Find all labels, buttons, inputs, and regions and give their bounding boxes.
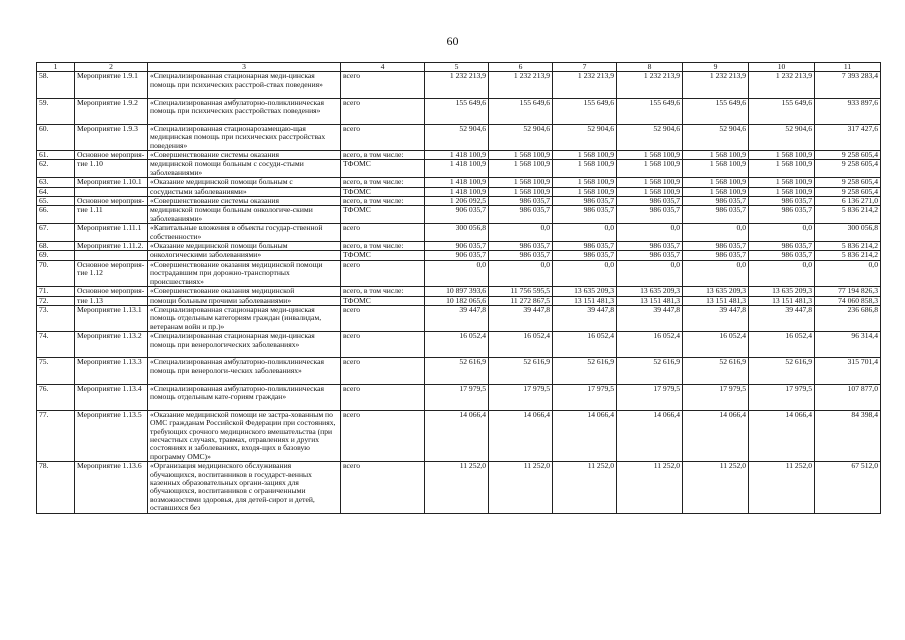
amount-cell: 986 035,7	[489, 197, 553, 206]
activity-description: «Совершенствование оказания медицинской	[148, 287, 341, 296]
activity-name	[75, 187, 148, 196]
amount-cell: 17 979,5	[617, 384, 683, 410]
amount-cell: 13 635 209,3	[683, 287, 749, 296]
table-row	[37, 251, 881, 260]
amount-cell: 1 568 100,9	[683, 151, 749, 160]
activity-description: «Оказание медицинской помощи больным	[148, 242, 341, 251]
funding-source: всего	[341, 358, 425, 384]
table-row	[37, 358, 881, 384]
funding-source: всего	[341, 98, 425, 124]
amount-cell: 155 649,6	[683, 98, 749, 124]
amount-cell: 0,0	[683, 224, 749, 242]
funding-source: всего	[341, 462, 425, 513]
activity-name: тие 1.13	[75, 296, 148, 305]
activity-name: Мероприятие 1.13.1	[75, 305, 148, 331]
amount-cell: 67 512,0	[815, 462, 881, 513]
amount-cell: 1 568 100,9	[683, 187, 749, 196]
amount-cell: 986 035,7	[683, 197, 749, 206]
amount-cell: 0,0	[683, 260, 749, 286]
activity-description: «Совершенствование оказания медицинской помощи пострадавшим при дорожно-транспортных происшествиях»	[148, 260, 341, 286]
amount-cell: 13 635 209,3	[553, 287, 617, 296]
amount-cell: 14 066,4	[749, 410, 815, 461]
amount-cell: 155 649,6	[617, 98, 683, 124]
amount-cell: 1 232 213,9	[749, 72, 815, 98]
table-row	[37, 72, 881, 98]
table-row	[37, 384, 881, 410]
amount-cell: 906 035,7	[425, 251, 489, 260]
column-header: 5	[425, 63, 489, 72]
activity-description: «Специализированная амбулаторно-поликлиническая помощь при венерологи-ческих заболеваниях»	[148, 358, 341, 384]
amount-cell: 9 258 605,4	[815, 187, 881, 196]
activity-description: «Организация медицинского обслуживания обучающихся, воспитанников в государст-венных казенных образовательных органи-зациях для обучающихся, воспитанников с ограниченными возможностями здоровья, для детей-сирот и детей, оставшихся без	[148, 462, 341, 513]
amount-cell: 0,0	[425, 260, 489, 286]
amount-cell: 13 151 481,3	[749, 296, 815, 305]
amount-cell: 13 635 209,3	[617, 287, 683, 296]
amount-cell: 39 447,8	[553, 305, 617, 331]
amount-cell: 1 568 100,9	[617, 178, 683, 187]
amount-cell: 11 252,0	[683, 462, 749, 513]
funding-source: ТФОМС	[341, 206, 425, 224]
activity-description: «Специализированная амбулаторно-поликлиническая помощь при психических расстройствах поведения»	[148, 98, 341, 124]
amount-cell: 6 136 271,0	[815, 197, 881, 206]
amount-cell: 13 151 481,3	[683, 296, 749, 305]
table-row	[37, 305, 881, 331]
activity-name: Мероприятие 1.13.6	[75, 462, 148, 513]
amount-cell: 14 066,4	[489, 410, 553, 461]
funding-source: всего, в том числе:	[341, 287, 425, 296]
activity-description: «Специализированная амбулаторно-поликлиническая помощь отдельным кате-гориям граждан»	[148, 384, 341, 410]
amount-cell: 1 568 100,9	[617, 187, 683, 196]
column-header: 4	[341, 63, 425, 72]
row-number: 71.	[37, 287, 75, 296]
row-number: 73.	[37, 305, 75, 331]
table-row	[37, 98, 881, 124]
activity-description: «Капитальные вложения в объекты государ-ственной собственности»	[148, 224, 341, 242]
amount-cell: 300 056,8	[425, 224, 489, 242]
amount-cell: 11 252,0	[425, 462, 489, 513]
funding-source: ТФОМС	[341, 160, 425, 178]
activity-name: Мероприятие 1.9.2	[75, 98, 148, 124]
amount-cell: 39 447,8	[683, 305, 749, 331]
amount-cell: 16 052,4	[617, 332, 683, 358]
activity-name: Мероприятие 1.11.1	[75, 224, 148, 242]
row-number: 67.	[37, 224, 75, 242]
amount-cell: 16 052,4	[489, 332, 553, 358]
column-header: 7	[553, 63, 617, 72]
amount-cell: 155 649,6	[425, 98, 489, 124]
amount-cell: 52 616,9	[617, 358, 683, 384]
amount-cell: 986 035,7	[749, 251, 815, 260]
amount-cell: 986 035,7	[489, 242, 553, 251]
amount-cell: 11 252,0	[553, 462, 617, 513]
amount-cell: 1 232 213,9	[617, 72, 683, 98]
amount-cell: 1 568 100,9	[489, 160, 553, 178]
row-number: 78.	[37, 462, 75, 513]
amount-cell: 14 066,4	[425, 410, 489, 461]
activity-name: Мероприятие 1.13.4	[75, 384, 148, 410]
funding-source: ТФОМС	[341, 187, 425, 196]
row-number: 58.	[37, 72, 75, 98]
amount-cell: 986 035,7	[553, 206, 617, 224]
amount-cell: 52 616,9	[553, 358, 617, 384]
column-header: 11	[815, 63, 881, 72]
amount-cell: 17 979,5	[489, 384, 553, 410]
funding-source: всего	[341, 260, 425, 286]
amount-cell: 986 035,7	[749, 206, 815, 224]
amount-cell: 17 979,5	[683, 384, 749, 410]
amount-cell: 1 568 100,9	[617, 160, 683, 178]
activity-name: Основное мероприя-	[75, 197, 148, 206]
amount-cell: 1 568 100,9	[489, 178, 553, 187]
amount-cell: 986 035,7	[489, 206, 553, 224]
amount-cell: 52 904,6	[749, 124, 815, 150]
table-row	[37, 260, 881, 286]
amount-cell: 77 194 826,3	[815, 287, 881, 296]
activity-description: «Совершенствование системы оказания	[148, 197, 341, 206]
column-header: 10	[749, 63, 815, 72]
amount-cell: 1 206 092,5	[425, 197, 489, 206]
activity-name	[75, 251, 148, 260]
amount-cell: 1 418 100,9	[425, 178, 489, 187]
amount-cell: 1 418 100,9	[425, 160, 489, 178]
table-row	[37, 462, 881, 513]
amount-cell: 52 904,6	[489, 124, 553, 150]
funding-source: всего	[341, 410, 425, 461]
amount-cell: 10 182 065,6	[425, 296, 489, 305]
amount-cell: 1 568 100,9	[749, 151, 815, 160]
amount-cell: 16 052,4	[749, 332, 815, 358]
funding-source: всего, в том числе:	[341, 151, 425, 160]
amount-cell: 1 232 213,9	[489, 72, 553, 98]
row-number: 60.	[37, 124, 75, 150]
table-row	[37, 224, 881, 242]
amount-cell: 96 314,4	[815, 332, 881, 358]
amount-cell: 1 568 100,9	[617, 151, 683, 160]
table-row	[37, 124, 881, 150]
row-number: 69.	[37, 251, 75, 260]
amount-cell: 1 568 100,9	[749, 178, 815, 187]
amount-cell: 986 035,7	[553, 251, 617, 260]
amount-cell: 986 035,7	[683, 206, 749, 224]
row-number: 68.	[37, 242, 75, 251]
amount-cell: 17 979,5	[425, 384, 489, 410]
activity-description: «Специализированная стационарная меди-цинская помощь отдельным категориям граждан (инвалидам, ветеранам войн и пр.)»	[148, 305, 341, 331]
activity-name: Мероприятие 1.13.3	[75, 358, 148, 384]
amount-cell: 0,0	[553, 260, 617, 286]
amount-cell: 7 393 283,4	[815, 72, 881, 98]
amount-cell: 317 427,6	[815, 124, 881, 150]
amount-cell: 0,0	[617, 224, 683, 242]
funding-source: всего	[341, 124, 425, 150]
amount-cell: 0,0	[815, 260, 881, 286]
row-number: 63.	[37, 178, 75, 187]
amount-cell: 1 232 213,9	[553, 72, 617, 98]
activity-description: медицинской помощи больным с сосуди-стыми заболеваниями»	[148, 160, 341, 178]
amount-cell: 1 568 100,9	[683, 160, 749, 178]
table-row	[37, 296, 881, 305]
amount-cell: 0,0	[489, 224, 553, 242]
row-number: 61.	[37, 151, 75, 160]
amount-cell: 74 060 858,3	[815, 296, 881, 305]
activity-description: «Совершенствование системы оказания	[148, 151, 341, 160]
amount-cell: 14 066,4	[617, 410, 683, 461]
row-number: 65.	[37, 197, 75, 206]
amount-cell: 986 035,7	[489, 251, 553, 260]
column-header: 3	[148, 63, 341, 72]
amount-cell: 0,0	[553, 224, 617, 242]
amount-cell: 1 568 100,9	[749, 160, 815, 178]
row-number: 66.	[37, 206, 75, 224]
row-number: 59.	[37, 98, 75, 124]
table-row	[37, 197, 881, 206]
amount-cell: 1 232 213,9	[425, 72, 489, 98]
activity-name: Основное мероприя-тие 1.12	[75, 260, 148, 286]
row-number: 76.	[37, 384, 75, 410]
amount-cell: 16 052,4	[683, 332, 749, 358]
amount-cell: 300 056,8	[815, 224, 881, 242]
amount-cell: 84 398,4	[815, 410, 881, 461]
amount-cell: 17 979,5	[553, 384, 617, 410]
table-row	[37, 332, 881, 358]
amount-cell: 14 066,4	[553, 410, 617, 461]
activity-description: «Специализированная стационарозамещаю-щая медицинская помощь при психических расстройствах поведения»	[148, 124, 341, 150]
amount-cell: 986 035,7	[617, 197, 683, 206]
amount-cell: 155 649,6	[553, 98, 617, 124]
row-number: 75.	[37, 358, 75, 384]
row-number: 74.	[37, 332, 75, 358]
amount-cell: 906 035,7	[425, 206, 489, 224]
row-number: 62.	[37, 160, 75, 178]
activity-name: Мероприятие 1.13.2	[75, 332, 148, 358]
funding-source: всего	[341, 72, 425, 98]
amount-cell: 906 035,7	[425, 242, 489, 251]
activity-name: Мероприятие 1.9.1	[75, 72, 148, 98]
amount-cell: 52 616,9	[489, 358, 553, 384]
amount-cell: 1 568 100,9	[553, 151, 617, 160]
amount-cell: 13 151 481,3	[617, 296, 683, 305]
row-number: 70.	[37, 260, 75, 286]
amount-cell: 986 035,7	[749, 242, 815, 251]
amount-cell: 9 258 605,4	[815, 178, 881, 187]
amount-cell: 52 904,6	[683, 124, 749, 150]
activity-name: Мероприятие 1.13.5	[75, 410, 148, 461]
amount-cell: 986 035,7	[617, 242, 683, 251]
amount-cell: 236 686,8	[815, 305, 881, 331]
funding-source: всего	[341, 332, 425, 358]
amount-cell: 13 635 209,3	[749, 287, 815, 296]
activity-name: тие 1.11	[75, 206, 148, 224]
amount-cell: 986 035,7	[683, 251, 749, 260]
amount-cell: 9 258 605,4	[815, 160, 881, 178]
table-row	[37, 287, 881, 296]
amount-cell: 52 904,6	[617, 124, 683, 150]
amount-cell: 933 897,6	[815, 98, 881, 124]
amount-cell: 1 568 100,9	[489, 187, 553, 196]
amount-cell: 986 035,7	[683, 242, 749, 251]
amount-cell: 1 568 100,9	[749, 187, 815, 196]
amount-cell: 107 877,0	[815, 384, 881, 410]
activity-name: Мероприятие 1.9.3	[75, 124, 148, 150]
amount-cell: 986 035,7	[617, 206, 683, 224]
amount-cell: 11 272 867,5	[489, 296, 553, 305]
amount-cell: 52 616,9	[425, 358, 489, 384]
table-row	[37, 410, 881, 461]
amount-cell: 17 979,5	[749, 384, 815, 410]
amount-cell: 52 616,9	[683, 358, 749, 384]
column-header: 9	[683, 63, 749, 72]
amount-cell: 13 151 481,3	[553, 296, 617, 305]
table-row	[37, 151, 881, 160]
amount-cell: 39 447,8	[749, 305, 815, 331]
activity-description: сосудистыми заболеваниями»	[148, 187, 341, 196]
amount-cell: 1 232 213,9	[683, 72, 749, 98]
row-number: 64.	[37, 187, 75, 196]
column-header: 2	[75, 63, 148, 72]
amount-cell: 155 649,6	[489, 98, 553, 124]
activity-description: «Специализированная стационарная меди-цинская помощь при психических расстрой-ствах поведения»	[148, 72, 341, 98]
amount-cell: 5 836 214,2	[815, 206, 881, 224]
amount-cell: 10 897 393,6	[425, 287, 489, 296]
amount-cell: 1 568 100,9	[553, 160, 617, 178]
amount-cell: 1 568 100,9	[683, 178, 749, 187]
funding-source: всего, в том числе:	[341, 178, 425, 187]
column-header: 6	[489, 63, 553, 72]
amount-cell: 1 568 100,9	[553, 187, 617, 196]
amount-cell: 1 418 100,9	[425, 151, 489, 160]
amount-cell: 16 052,4	[553, 332, 617, 358]
amount-cell: 14 066,4	[683, 410, 749, 461]
activity-description: «Оказание медицинской помощи не застра-хованным по ОМС гражданам Российской Федерации при состояниях, требующих срочного медицинского вмешательства (при несчастных случаях, травмах, отравлениях и других состояниях и заболеваниях, входя-щих в базовую программу ОМС)»	[148, 410, 341, 461]
amount-cell: 0,0	[749, 260, 815, 286]
activity-description: помощи больным прочими заболеваниями»	[148, 296, 341, 305]
amount-cell: 986 035,7	[553, 242, 617, 251]
amount-cell: 986 035,7	[553, 197, 617, 206]
amount-cell: 1 418 100,9	[425, 187, 489, 196]
amount-cell: 1 568 100,9	[489, 151, 553, 160]
amount-cell: 1 568 100,9	[553, 178, 617, 187]
activity-description: «Оказание медицинской помощи больным с	[148, 178, 341, 187]
activity-description: медицинской помощи больным онкологиче-скими заболеваниями»	[148, 206, 341, 224]
budget-table	[36, 62, 881, 514]
table-row	[37, 206, 881, 224]
table-row	[37, 242, 881, 251]
amount-cell: 9 258 605,4	[815, 151, 881, 160]
amount-cell: 5 836 214,2	[815, 242, 881, 251]
amount-cell: 0,0	[749, 224, 815, 242]
amount-cell: 52 904,6	[553, 124, 617, 150]
column-header: 1	[37, 63, 75, 72]
amount-cell: 11 252,0	[617, 462, 683, 513]
amount-cell: 0,0	[617, 260, 683, 286]
funding-source: ТФОМС	[341, 296, 425, 305]
funding-source: всего, в том числе:	[341, 242, 425, 251]
column-number-row	[37, 63, 881, 72]
amount-cell: 11 252,0	[749, 462, 815, 513]
funding-source: ТФОМС	[341, 251, 425, 260]
amount-cell: 39 447,8	[425, 305, 489, 331]
amount-cell: 155 649,6	[749, 98, 815, 124]
activity-description: онкологическими заболеваниями»	[148, 251, 341, 260]
amount-cell: 11 252,0	[489, 462, 553, 513]
activity-name: Мероприятие 1.11.2.	[75, 242, 148, 251]
table-row	[37, 178, 881, 187]
amount-cell: 39 447,8	[489, 305, 553, 331]
funding-source: всего, в том числе:	[341, 197, 425, 206]
amount-cell: 986 035,7	[749, 197, 815, 206]
table-row	[37, 187, 881, 196]
amount-cell: 315 701,4	[815, 358, 881, 384]
amount-cell: 986 035,7	[617, 251, 683, 260]
page-number: 60	[446, 34, 459, 48]
activity-description: «Специализированная стационарная меди-цинская помощь при венерологических заболеваниях»	[148, 332, 341, 358]
row-number: 72.	[37, 296, 75, 305]
amount-cell: 11 756 595,5	[489, 287, 553, 296]
activity-name: Основное мероприя-	[75, 151, 148, 160]
row-number: 77.	[37, 410, 75, 461]
amount-cell: 52 904,6	[425, 124, 489, 150]
amount-cell: 16 052,4	[425, 332, 489, 358]
funding-source: всего	[341, 384, 425, 410]
table-row	[37, 160, 881, 178]
funding-source: всего	[341, 305, 425, 331]
amount-cell: 52 616,9	[749, 358, 815, 384]
column-header: 8	[617, 63, 683, 72]
amount-cell: 39 447,8	[617, 305, 683, 331]
activity-name: тие 1.10	[75, 160, 148, 178]
activity-name: Основное мероприя-	[75, 287, 148, 296]
activity-name: Мероприятие 1.10.1	[75, 178, 148, 187]
funding-source: всего	[341, 224, 425, 242]
amount-cell: 5 836 214,2	[815, 251, 881, 260]
amount-cell: 0,0	[489, 260, 553, 286]
